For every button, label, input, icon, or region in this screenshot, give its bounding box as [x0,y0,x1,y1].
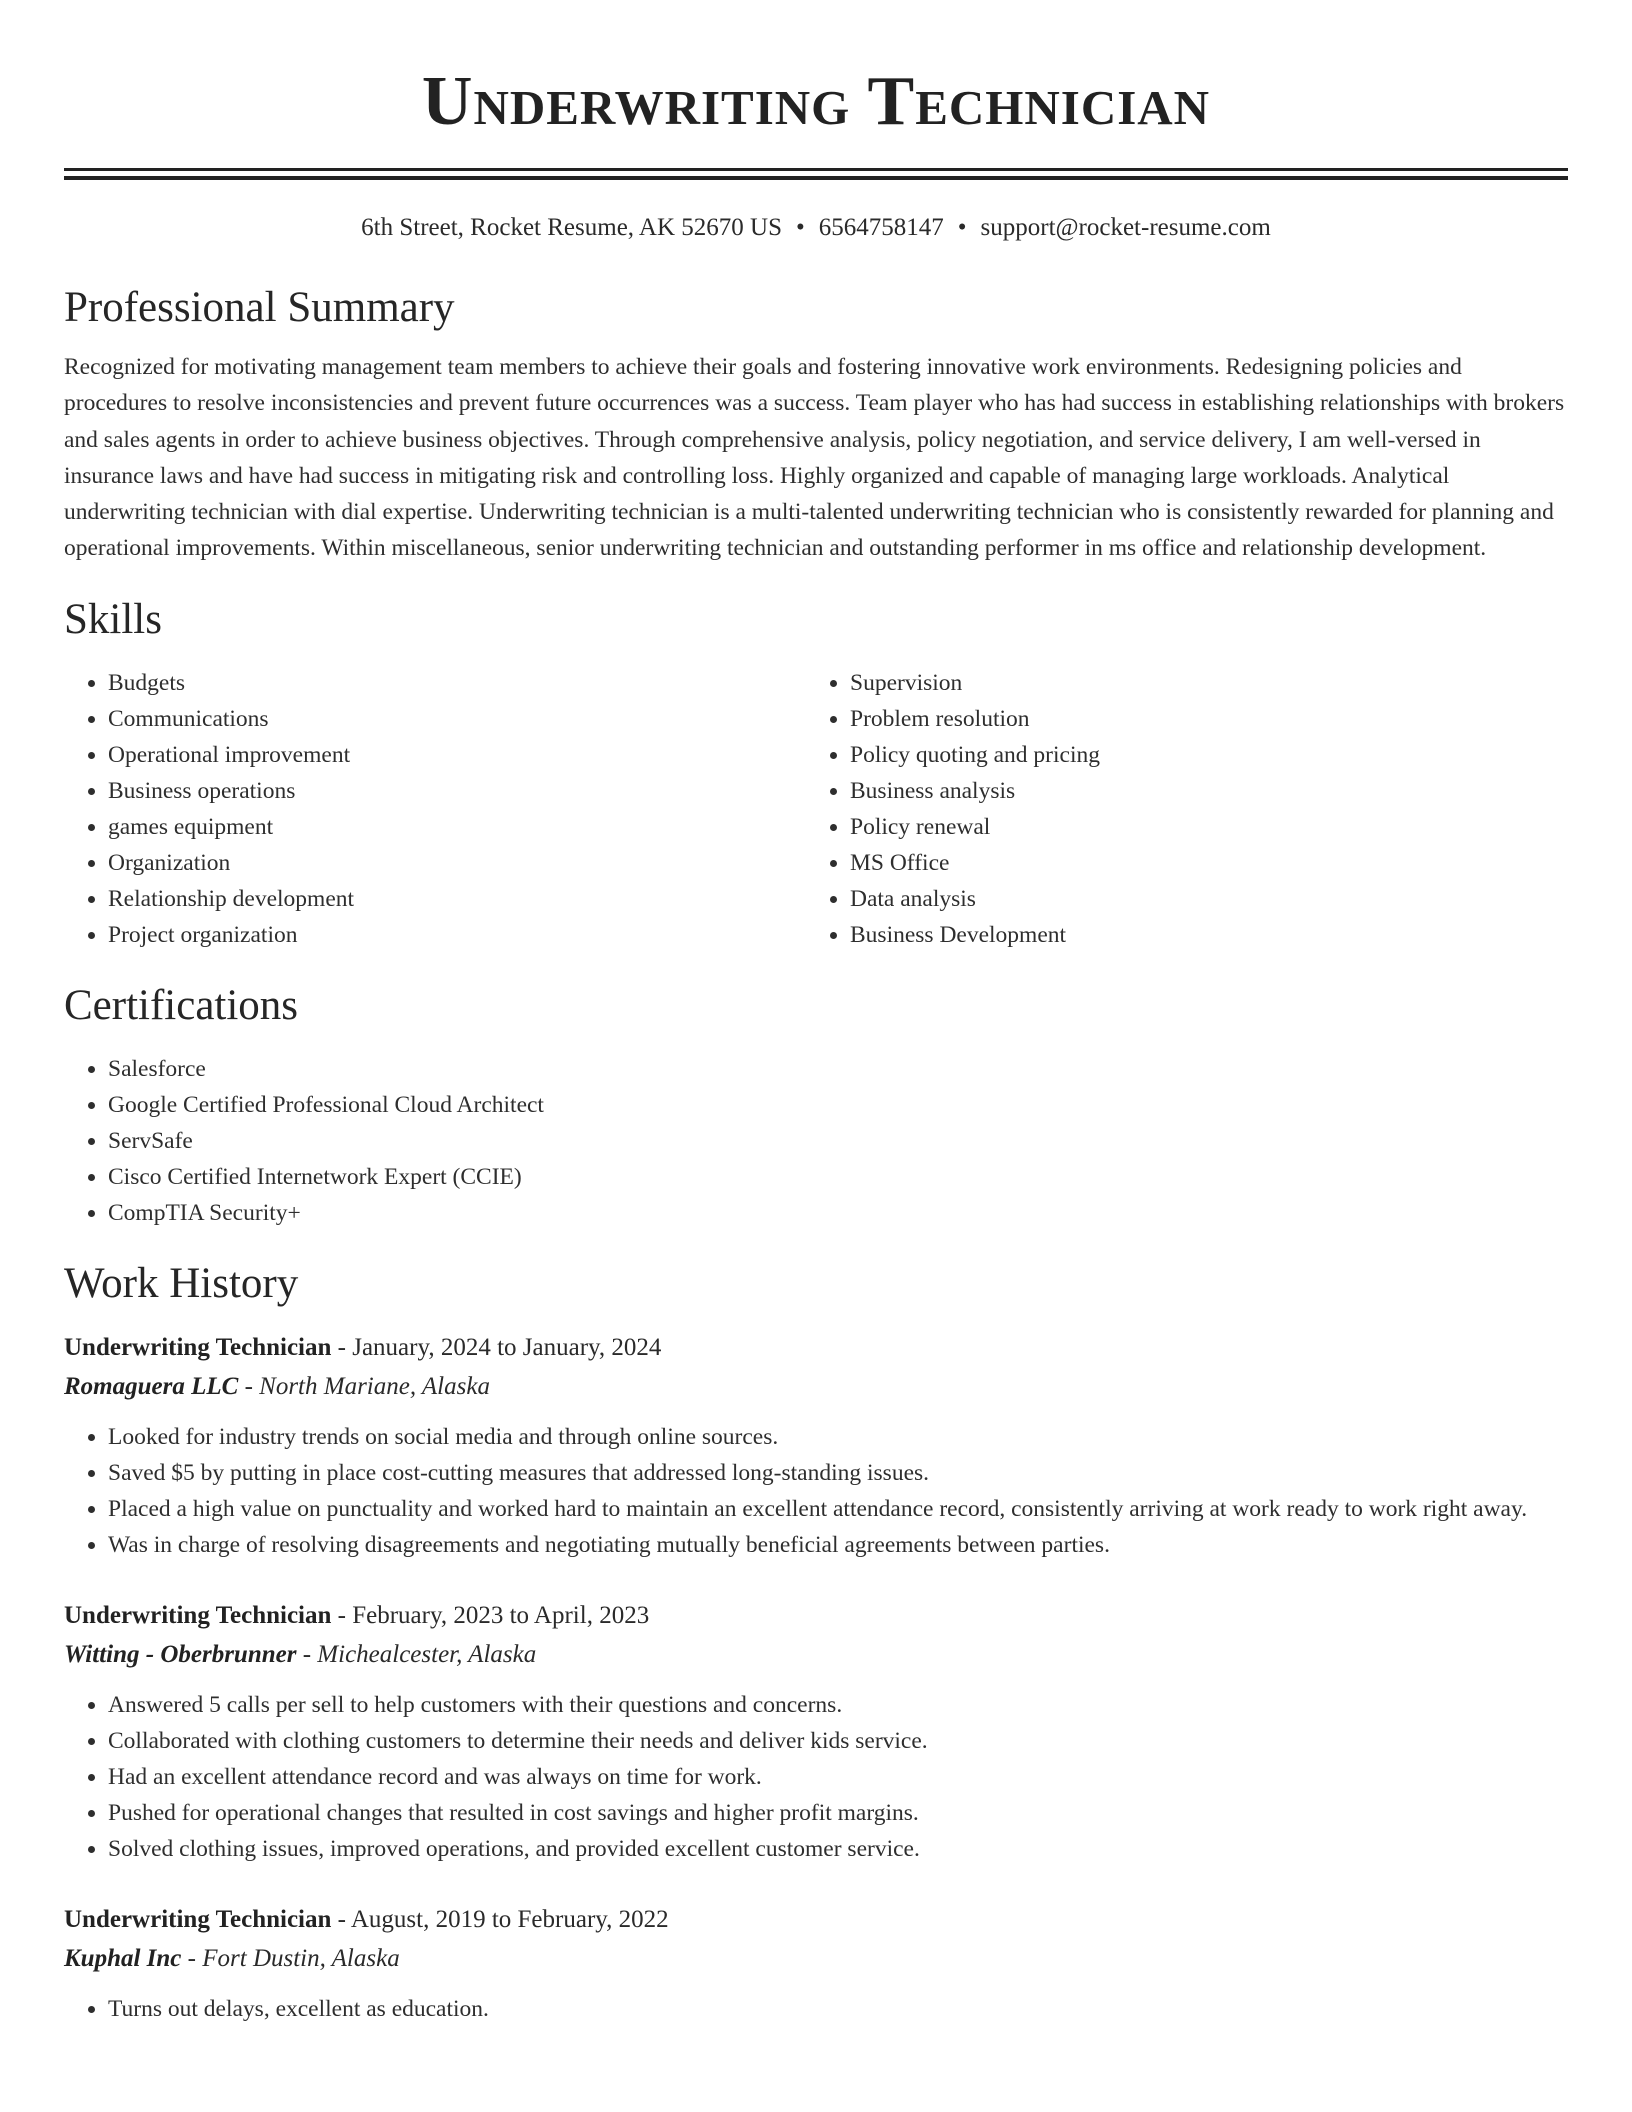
resume-name-title: Underwriting Technician [421,63,1211,140]
job-bullet: • Placed a high value on punctuality and worked hard to maintain an excellent attendance record, consistently arriving at work ready to work right away. [108,1491,1568,1527]
certification-item: • Salesforce [108,1051,1568,1087]
skill-item: • Problem resolution [850,701,1548,737]
job-location: - North Mariane, Alaska [238,1372,490,1400]
skill-item: • Project organization [108,917,806,953]
job-entry [64,1901,1568,2027]
contact-address: 6th Street, Rocket Resume, AK 52670 US [361,214,782,241]
job-company: Witting - Oberbrunner [64,1640,297,1668]
job-header [64,1597,1568,1635]
job-company: Romaguera LLC [64,1372,239,1400]
contact-email: support@rocket-resume.com [980,214,1271,241]
contact-separator: • [795,214,805,241]
job-dates: - August, 2019 to February, 2022 [331,1905,669,1933]
job-title: Underwriting Technician [64,1905,332,1933]
job-bullet: • Looked for industry trends on social media and through online sources. [108,1419,1568,1455]
skill-item: • Business operations [108,773,806,809]
header-rule-top [64,168,1568,171]
contact-line [64,213,1568,243]
job-bullet: • Saved $5 by putting in place cost-cutting measures that addressed long-standing issues. [108,1455,1568,1491]
certifications-section [64,981,1568,1231]
job-company-line [64,1635,1568,1675]
skill-item: • Business Development [850,917,1548,953]
skill-item: • Communications [108,701,806,737]
skill-item: • Supervision [850,665,1548,701]
certification-item: • ServSafe [108,1123,1568,1159]
summary-heading: Professional Summary [64,284,455,331]
job-bullet: • Answered 5 calls per sell to help customers with their questions and concerns. [108,1687,1568,1723]
skills-list-left [64,665,806,953]
job-bullet: • Turns out delays, excellent as education. [108,1991,1568,2027]
skill-item: • Data analysis [850,881,1548,917]
contact-phone: 6564758147 [818,214,944,241]
summary-section [64,283,1568,567]
job-dates: - January, 2024 to January, 2024 [331,1333,662,1361]
job-entry [64,1597,1568,1867]
skill-item: • Policy quoting and pricing [850,737,1548,773]
skills-grid [64,665,1568,953]
job-bullet: • Was in charge of resolving disagreements and negotiating mutually beneficial agreements between parties. [108,1527,1568,1563]
job-bullet: • Collaborated with clothing customers to determine their needs and deliver kids service. [108,1723,1568,1759]
skill-item: • Policy renewal [850,809,1548,845]
job-company: Kuphal Inc [64,1944,182,1972]
job-entry [64,1329,1568,1563]
job-title: Underwriting Technician [64,1333,332,1361]
job-bullet: • Pushed for operational changes that resulted in cost savings and higher profit margins. [108,1795,1568,1831]
work-history-heading: Work History [64,1259,299,1307]
skill-item: • Relationship development [108,881,806,917]
certification-item: • CompTIA Security+ [108,1195,1568,1231]
job-company-line [64,1367,1568,1407]
skill-item: • Operational improvement [108,737,806,773]
job-header [64,1329,1568,1367]
skill-item: • Organization [108,845,806,881]
skills-column-right [806,665,1548,953]
job-company-line [64,1939,1568,1979]
job-title: Underwriting Technician [64,1601,332,1629]
certification-item: • Cisco Certified Internetwork Expert (CCIE) [108,1159,1568,1195]
summary-text: Recognized for motivating management team members to achieve their goals and fostering innovative work environments. Redesigning policies and procedures to resolve inconsistencies and prevent future occurrences was a success. Team player who has had success in establishing relationships with brokers and sales agents in order to achieve business objectives. Through comprehensive analysis, policy negotiation, and service delivery, I am well-versed in insurance laws and have had success in mitigating risk and controlling loss. Highly organized and capable of managing large workloads. Analytical underwriting technician with dial expertise. Underwriting technician is a multi-talented underwriting technician who is consistently rewarded for planning and operational improvements. Within miscellaneous, senior underwriting technician and outstanding performer in ms office and relationship development. [64,354,1565,562]
certifications-heading: Certifications [64,981,299,1029]
job-bullets [64,1419,1568,1563]
skills-column-left [64,665,806,953]
certifications-list [64,1051,1568,1231]
skill-item: • MS Office [850,845,1548,881]
work-history-section [64,1259,1568,2027]
job-bullet: • Solved clothing issues, improved operations, and provided excellent customer service. [108,1831,1568,1867]
job-location: - Fort Dustin, Alaska [181,1944,400,1972]
job-dates: - February, 2023 to April, 2023 [331,1601,650,1629]
skill-item: • games equipment [108,809,806,845]
job-bullets [64,1991,1568,2027]
job-location: - Michealcester, Alaska [296,1640,537,1668]
skill-item: • Budgets [108,665,806,701]
job-bullets [64,1687,1568,1867]
skill-item: • Business analysis [850,773,1548,809]
skills-heading: Skills [64,595,162,643]
header-rule-bottom [64,176,1568,180]
job-bullet: • Had an excellent attendance record and was always on time for work. [108,1759,1568,1795]
certification-item: • Google Certified Professional Cloud Architect [108,1087,1568,1123]
skills-section [64,595,1568,953]
skills-list-right [806,665,1548,953]
job-header [64,1901,1568,1939]
contact-separator: • [957,214,967,241]
